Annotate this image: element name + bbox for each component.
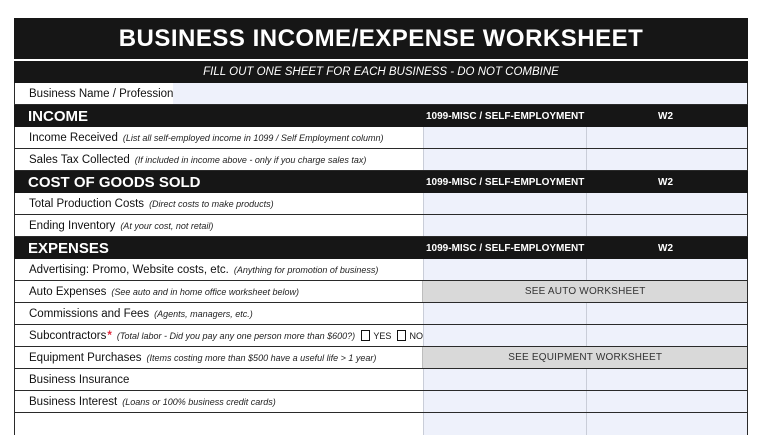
business-interest-row xyxy=(14,391,748,413)
yes-checkbox-label: YES xyxy=(373,330,392,341)
see-equipment-worksheet-cell: SEE EQUIPMENT WORKSHEET xyxy=(422,347,747,368)
col-header-1099: 1099-MISC / SELF-EMPLOYMENT xyxy=(426,110,585,122)
income-section-title: INCOME xyxy=(28,107,88,125)
advertising-w2-field[interactable] xyxy=(586,259,747,280)
row-note: (If included in income above - only if you charge sales tax) xyxy=(134,154,367,165)
sales-tax-1099-field[interactable] xyxy=(423,149,586,170)
next-row-partial xyxy=(14,413,748,435)
expenses-section-title: EXPENSES xyxy=(28,239,109,257)
commissions-row xyxy=(14,303,748,325)
row-label: Advertising: Promo, Website costs, etc. xyxy=(29,263,229,276)
income-section-header xyxy=(14,105,748,127)
auto-expenses-row xyxy=(14,281,748,303)
row-label: Business Interest xyxy=(29,395,118,408)
yes-checkbox[interactable] xyxy=(361,330,370,341)
commissions-1099-field[interactable] xyxy=(423,303,586,324)
col-header-1099: 1099-MISC / SELF-EMPLOYMENT xyxy=(426,242,585,254)
worksheet-title: BUSINESS INCOME/EXPENSE WORKSHEET xyxy=(14,18,748,59)
business-insurance-1099-field[interactable] xyxy=(423,369,586,390)
row-label: Income Received xyxy=(29,131,118,144)
business-interest-1099-field[interactable] xyxy=(423,391,586,412)
row-note: (List all self-employed income in 1099 / Self Employment column) xyxy=(122,132,384,143)
subcontractors-row xyxy=(14,325,748,347)
cogs-section-title: COST OF GOODS SOLD xyxy=(28,173,201,191)
income-received-1099-field[interactable] xyxy=(423,127,586,148)
cogs-section-header xyxy=(14,171,748,193)
next-row-w2-field[interactable] xyxy=(586,413,747,435)
row-label: Commissions and Fees xyxy=(29,307,150,320)
no-checkbox[interactable] xyxy=(397,330,406,341)
business-insurance-w2-field[interactable] xyxy=(586,369,747,390)
required-asterisk: * xyxy=(107,329,112,342)
business-insurance-row xyxy=(14,369,748,391)
row-label: Equipment Purchases xyxy=(29,351,142,364)
row-note: (At your cost, not retail) xyxy=(120,220,214,231)
row-note: (Agents, managers, etc.) xyxy=(154,308,253,319)
income-received-w2-field[interactable] xyxy=(586,127,747,148)
ending-inventory-1099-field[interactable] xyxy=(423,215,586,236)
row-label: Ending Inventory xyxy=(29,219,116,232)
business-interest-w2-field[interactable] xyxy=(586,391,747,412)
row-note: (See auto and in home office worksheet below) xyxy=(111,286,299,297)
production-costs-row xyxy=(14,193,748,215)
see-auto-worksheet-cell: SEE AUTO WORKSHEET xyxy=(422,281,747,302)
row-note: (Loans or 100% business credit cards) xyxy=(122,396,276,407)
col-header-1099: 1099-MISC / SELF-EMPLOYMENT xyxy=(426,176,585,188)
business-name-row xyxy=(14,83,748,105)
subcontractors-w2-field[interactable] xyxy=(586,325,747,346)
business-name-label: Business Name / Profession xyxy=(29,87,173,100)
row-note: (Total labor - Did you pay any one person more than $600?) xyxy=(116,330,356,341)
income-received-row xyxy=(14,127,748,149)
production-costs-1099-field[interactable] xyxy=(423,193,586,214)
expenses-section-header xyxy=(14,237,748,259)
row-note: (Direct costs to make products) xyxy=(149,198,274,209)
next-row-1099-field[interactable] xyxy=(423,413,586,435)
row-label: Total Production Costs xyxy=(29,197,145,210)
equipment-purchases-row xyxy=(14,347,748,369)
row-label: Auto Expenses xyxy=(29,285,107,298)
commissions-w2-field[interactable] xyxy=(586,303,747,324)
worksheet xyxy=(14,18,748,435)
advertising-row xyxy=(14,259,748,281)
advertising-1099-field[interactable] xyxy=(423,259,586,280)
row-label: Business Insurance xyxy=(29,373,130,386)
worksheet-subtitle: FILL OUT ONE SHEET FOR EACH BUSINESS - DO NOT COMBINE xyxy=(14,61,748,83)
sales-tax-w2-field[interactable] xyxy=(586,149,747,170)
col-header-w2: W2 xyxy=(658,176,673,188)
ending-inventory-w2-field[interactable] xyxy=(586,215,747,236)
ending-inventory-row xyxy=(14,215,748,237)
sales-tax-row xyxy=(14,149,748,171)
row-label: Subcontractors xyxy=(29,329,107,342)
row-note: (Items costing more than $500 have a useful life > 1 year) xyxy=(146,352,377,363)
business-name-field[interactable] xyxy=(173,83,747,104)
subcontractors-1099-field[interactable] xyxy=(423,325,586,346)
col-header-w2: W2 xyxy=(658,110,673,122)
row-note: (Anything for promotion of business) xyxy=(233,264,379,275)
no-checkbox-label: NO xyxy=(409,330,423,341)
col-header-w2: W2 xyxy=(658,242,673,254)
row-label: Sales Tax Collected xyxy=(29,153,130,166)
production-costs-w2-field[interactable] xyxy=(586,193,747,214)
